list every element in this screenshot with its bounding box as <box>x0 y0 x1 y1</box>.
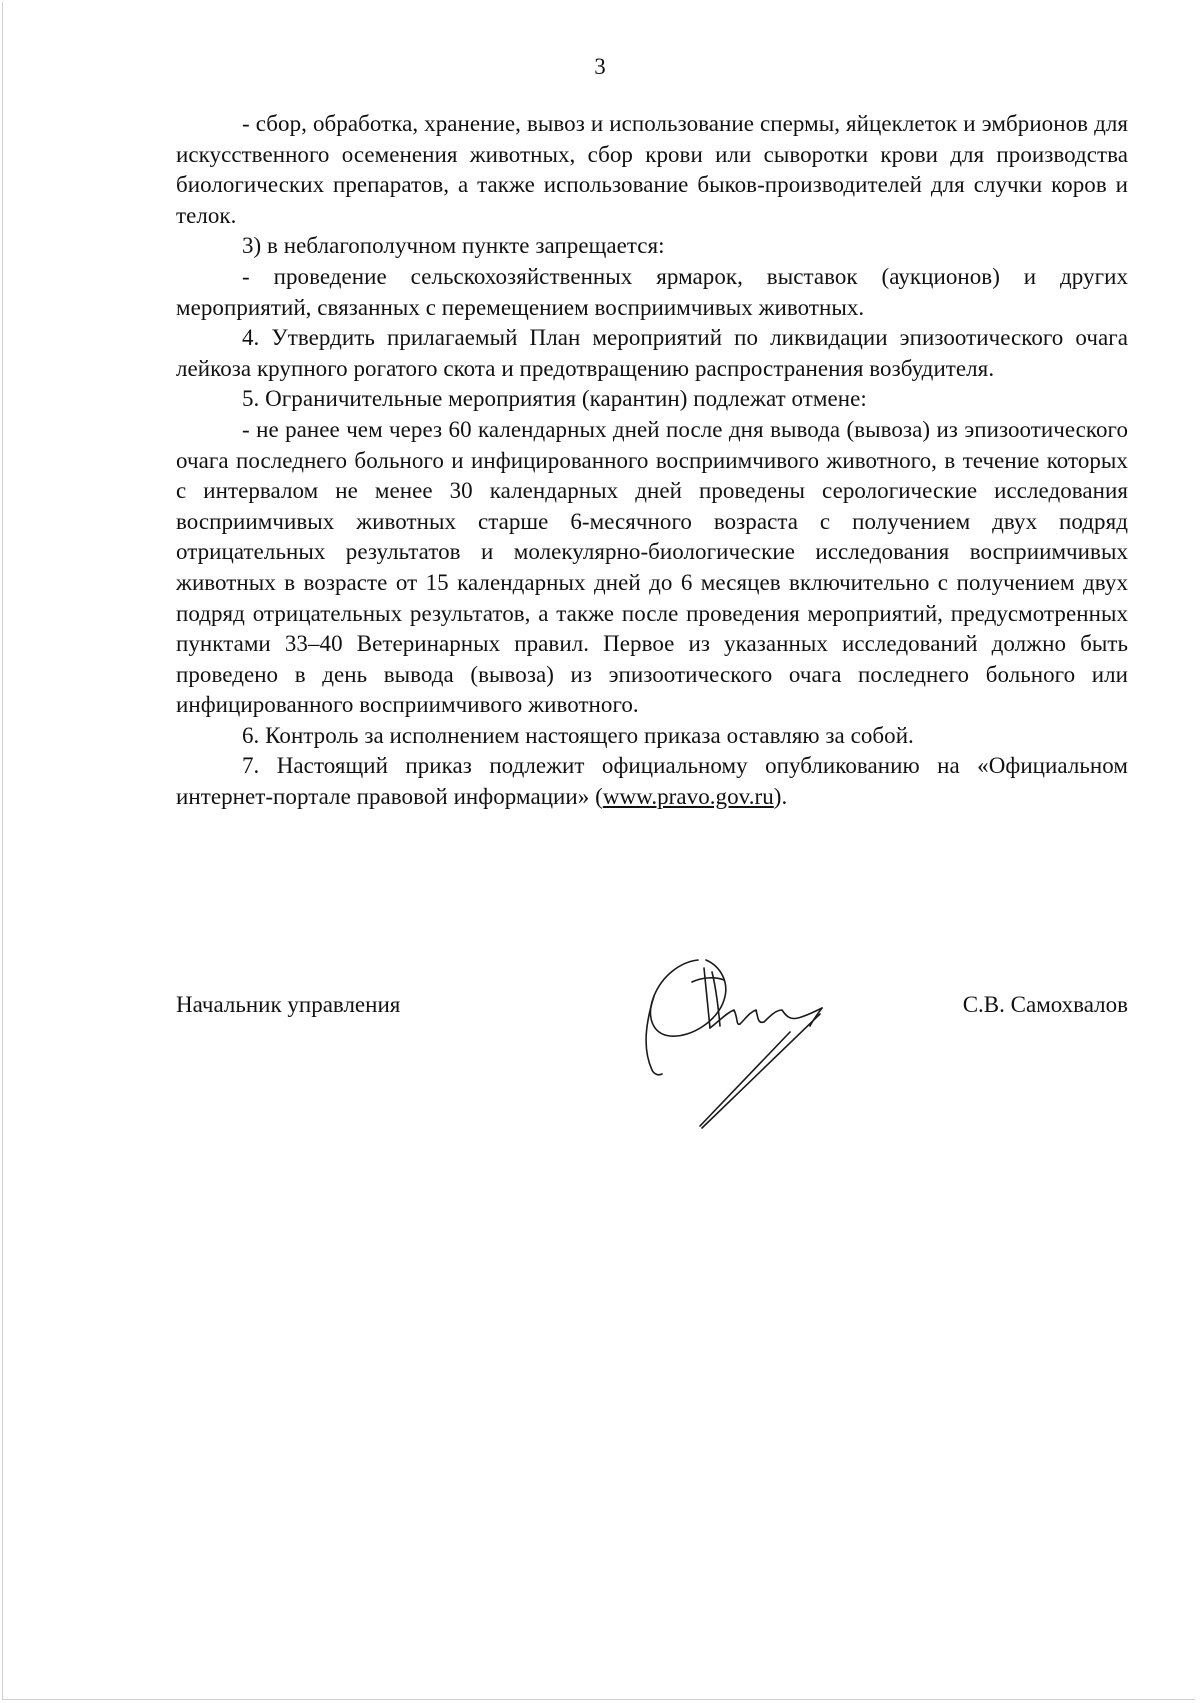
paragraph-prohibition-heading: 3) в неблагополучном пункте запрещается: <box>242 233 665 259</box>
paragraph-quarantine-cancel: 5. Ограничительные мероприятия (карантин) подлежат отмене: <box>242 386 867 412</box>
paragraph-publication <box>176 751 1128 812</box>
pravo-link[interactable]: www.pravo.gov.ru <box>602 784 774 810</box>
paragraph-control: 6. Контроль за исполнением настоящего приказа оставляю за собой. <box>242 722 914 748</box>
paragraph-quarantine-conditions: - не ранее чем через 60 календарных дней после дня вывода (вывоза) из эпизоотического очага последнего больного и инфицированного восприимчивого животного, в течение которых с интервалом не менее 30 календарных дней проведены серологические исследования восприимчивых животных старше 6-месячного возраста с получением двух подряд отрицательных результатов и молекулярно-биологические исследования восприимчивых животных в возрасте от 15 календарных дней до 6 месяцев включительно с получением двух подряд отрицательных результатов, а также после проведения мероприятий, предусмотренных пунктами 33–40 Ветеринарных правил. Первое из указанных исследований должно быть проведено в день вывода (вывоза) из эпизоотического очага последнего больного или инфицированного восприимчивого животного. <box>176 416 1128 718</box>
paragraph-approve-plan: 4. Утвердить прилагаемый План мероприятий по ликвидации эпизоотического очага лейкоза крупного рогатого скота и предотвращению распространения возбудителя. <box>176 325 1128 381</box>
publication-text: 7. Настоящий приказ подлежит официальному опубликованию на «Официальном интернет-портале правовой информации» ( <box>176 753 1128 810</box>
handwritten-signature <box>640 948 860 1138</box>
document-body <box>176 109 1128 813</box>
paragraph-semen-collection: - сбор, обработка, хранение, вывоз и использование спермы, яйцеклеток и эмбрионов для искусственного осеменения животных, сбор крови или сыворотки крови для производства биологических препаратов, а также использование быков-производителей для случки коров и телок. <box>176 111 1128 228</box>
page-number: 3 <box>594 54 606 79</box>
paragraph-fairs-prohibition: - проведение сельскохозяйственных ярмарок, выставок (аукционов) и других мероприятий, связанных с перемещением восприимчивых животных. <box>176 263 1128 320</box>
signer-name: С.В. Самохвалов <box>962 992 1128 1017</box>
signer-title: Начальник управления <box>176 992 401 1017</box>
publication-text-end: ). <box>773 784 788 810</box>
